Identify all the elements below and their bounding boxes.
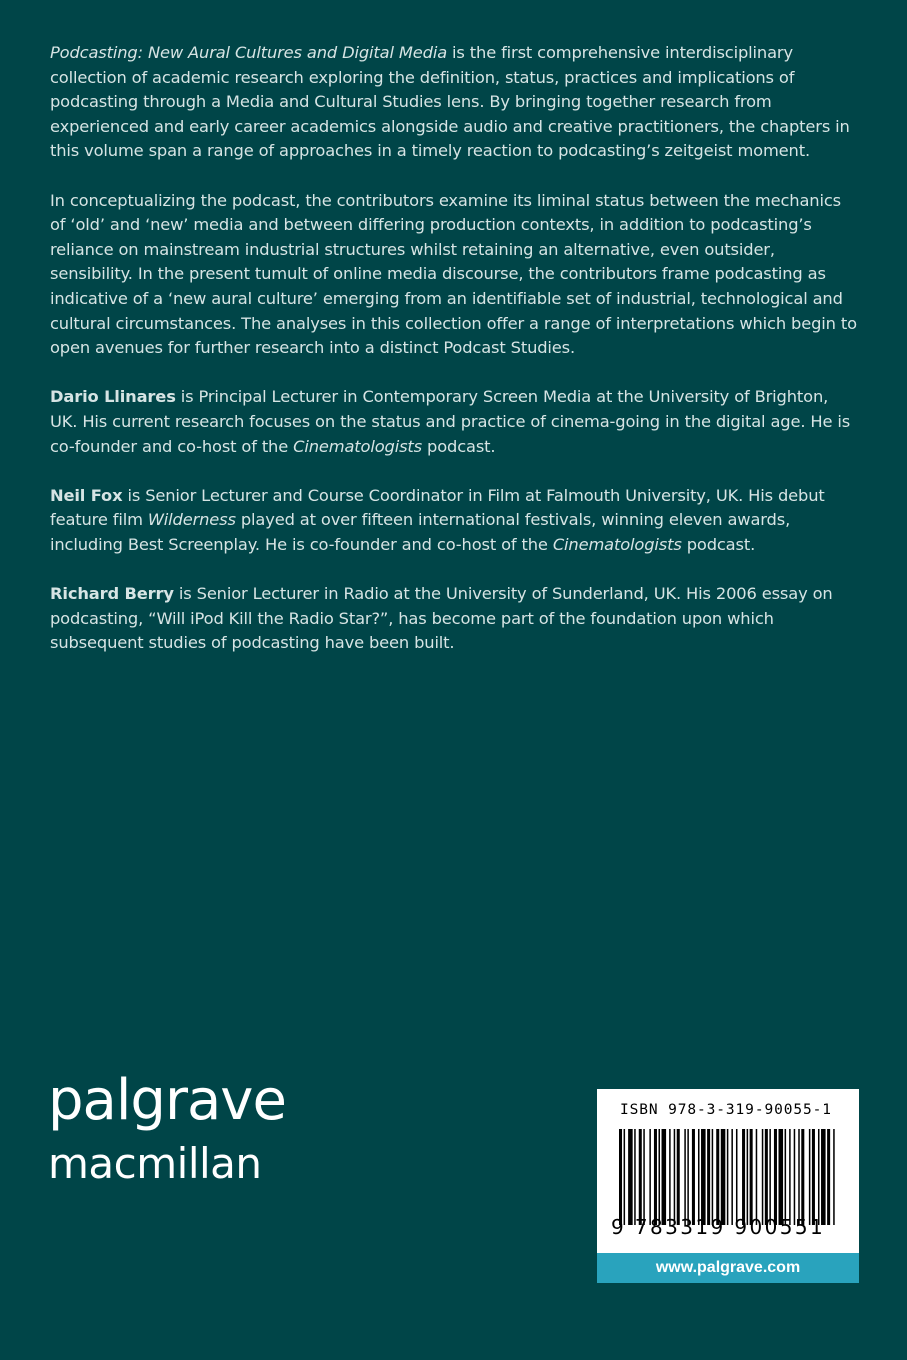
barcode-bar (765, 1129, 768, 1225)
back-cover-blurb (50, 41, 860, 680)
barcode-bar (731, 1129, 733, 1225)
logo-line-palgrave: palgrave (48, 1068, 286, 1133)
barcode-bar (639, 1129, 642, 1225)
barcode-bar (821, 1129, 826, 1225)
author-name-berry: Richard Berry (50, 584, 174, 604)
author-bio-text: is Senior Lecturer in Radio at the University of Sunderland, UK. His 2006 essay on podcasting, “Will iPod Kill the Radio Star?”, has become part of the foundation upon which subsequent studies of podcasting have been built. (50, 584, 833, 653)
barcode-bar (812, 1129, 815, 1225)
barcode-bar (721, 1129, 726, 1225)
barcode-bar (779, 1129, 784, 1225)
barcode-bar (742, 1129, 745, 1225)
barcode-bar (619, 1129, 622, 1225)
barcode-bar (643, 1129, 645, 1225)
barcode-bar (662, 1129, 667, 1225)
author-bio-fox (50, 484, 860, 558)
description-paragraph-2 (50, 189, 860, 361)
logo-line-macmillan: macmillan (48, 1139, 262, 1188)
isbn-label: ISBN 978-3-319-90055-1 (620, 1102, 832, 1118)
barcode-bar (756, 1129, 758, 1225)
author-bio-text: podcast. (421, 436, 496, 456)
barcode-bar (747, 1129, 749, 1225)
podcast-title-italic: Cinematologists (552, 534, 682, 554)
barcode-bar (789, 1129, 791, 1225)
barcode-bar (658, 1129, 660, 1225)
barcode-bar (692, 1129, 695, 1225)
barcode-bar (712, 1129, 714, 1225)
description-text-2: In conceptualizing the podcast, the contributors examine its liminal status between the mechanics of ‘old’ and ‘new’ media and between differing production contexts, in addition to podcasting’s reliance on mainstream industrial structures whilst retaining an alternative, even outsider, sensibility. In the present tumult of online media discourse, the contributors frame podcasting as indicative of a ‘new aural culture’ emerging from an identifiable set of industrial, technological and cultural circumstances. The analyses in this collection offer a range of interpretations which begin to open avenues for further research into a distinct Podcast Studies. (50, 190, 857, 358)
barcode-bar (762, 1129, 764, 1225)
barcode-bar (707, 1129, 710, 1225)
barcode-bar (774, 1129, 777, 1225)
barcode-bar (750, 1129, 753, 1225)
barcode-bar (827, 1129, 830, 1225)
barcode-bar (785, 1129, 787, 1225)
author-name-fox: Neil Fox (50, 485, 123, 505)
barcode-bar (669, 1129, 671, 1225)
author-bio-text: played at over fifteen international festivals, winning eleven awards, including Best Screenplay. He is co-founder and co-host of the (50, 510, 791, 554)
barcode-bar (716, 1129, 719, 1225)
author-bio-text: is Senior Lecturer and Course Coordinator in Film at Falmouth University, UK. His debut feature film (50, 485, 825, 530)
author-bio-text: podcast. (681, 534, 756, 554)
barcode-bar (769, 1129, 771, 1225)
barcode-bar (677, 1129, 680, 1225)
barcode-bar (698, 1129, 700, 1225)
palgrave-macmillan-logo (48, 1068, 286, 1194)
barcode-digits: 9 783319 900551 (611, 1215, 826, 1239)
barcode-bar (736, 1129, 738, 1225)
barcode-bar (628, 1129, 633, 1225)
barcode-bar (654, 1129, 657, 1225)
publisher-url: www.palgrave.com (597, 1253, 859, 1283)
barcode-bar (809, 1129, 811, 1225)
barcode-bar (833, 1129, 835, 1225)
barcode-bars (619, 1129, 837, 1225)
author-bio-berry (50, 582, 860, 656)
barcode-bar (701, 1129, 706, 1225)
barcode-bar (674, 1129, 676, 1225)
author-bio-text: is Principal Lecturer in Contemporary Screen Media at the University of Brighton, UK. His current research focuses on the status and practice of cinema-going in the digital age. He is co-founder and co-host of the (50, 387, 851, 456)
barcode-bar (634, 1129, 636, 1225)
book-title-italic: Podcasting: New Aural Cultures and Digital Media (50, 43, 448, 62)
barcode-bar (818, 1129, 820, 1225)
barcode-bar (794, 1129, 796, 1225)
podcast-title-italic: Cinematologists (293, 436, 422, 456)
author-bio-llinares (50, 385, 860, 459)
barcode-bar (727, 1129, 729, 1225)
barcode-bar (801, 1129, 804, 1225)
barcode-bar (684, 1129, 686, 1225)
barcode-bar (798, 1129, 800, 1225)
barcode-bar (624, 1129, 626, 1225)
barcode-bar (687, 1129, 689, 1225)
barcode-bar (649, 1129, 651, 1225)
description-text-1: is the first comprehensive interdisciplinary collection of academic research exploring the definition, status, practices and implications of podcasting through a Media and Cultural Studies lens. By bringing together research from experienced and early career academics alongside audio and creative practitioners, the chapters in this volume span a range of approaches in a timely reaction to podcasting’s zeitgeist moment. (50, 43, 850, 161)
author-name-llinares: Dario Llinares (50, 387, 176, 407)
isbn-barcode-panel (597, 1089, 859, 1283)
description-paragraph-1 (50, 41, 860, 164)
film-title-italic: Wilderness (147, 510, 236, 530)
